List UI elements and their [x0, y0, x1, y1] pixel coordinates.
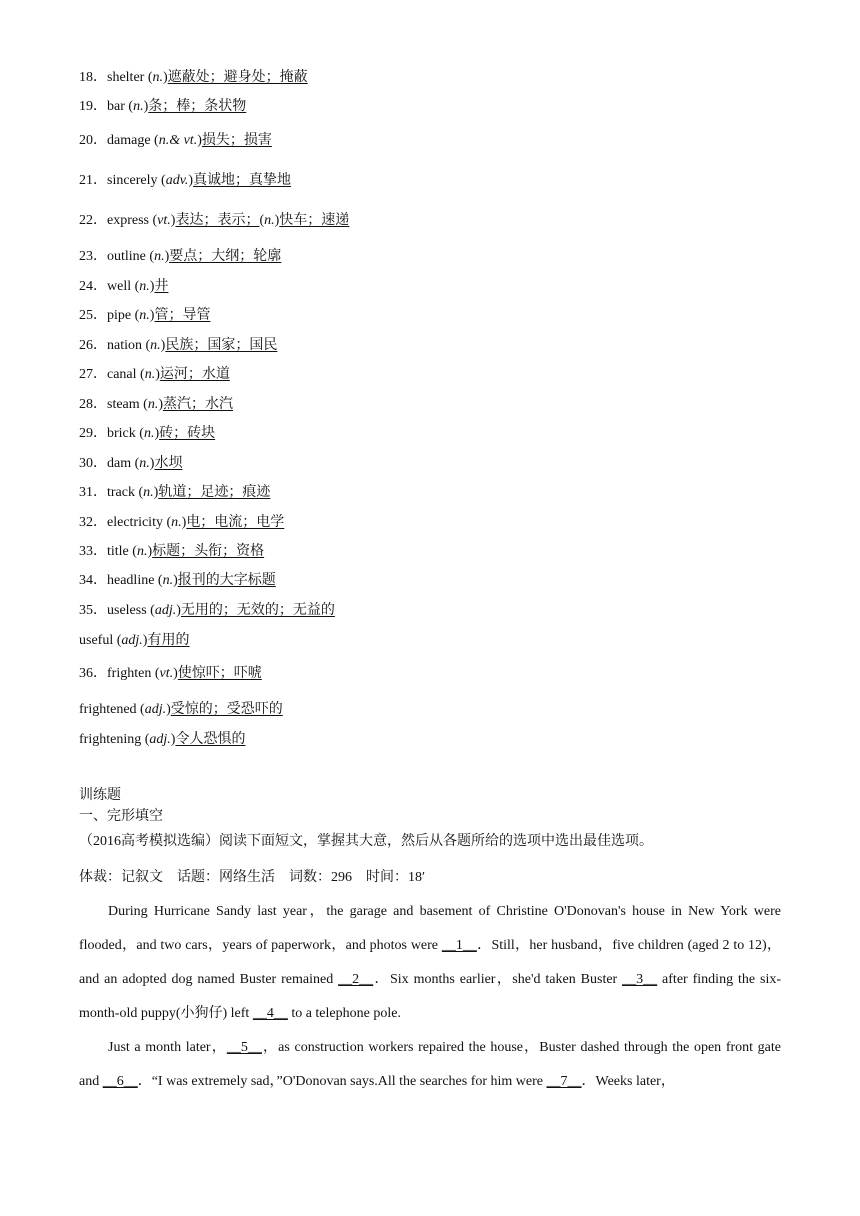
entry-pos: n. [143, 485, 154, 500]
entry-number: 33． [79, 544, 107, 559]
entry-meaning: 受惊的；受恐吓的 [170, 702, 283, 717]
entry-number: 32． [79, 515, 107, 530]
vocab-entry: 18．shelter (n.)遮蔽处；避身处；掩蔽 [79, 70, 308, 85]
entry-word: frightened [79, 702, 137, 717]
entry-word: steam [107, 397, 140, 412]
entry-word: frighten [107, 666, 152, 681]
entry-pos: n. [139, 279, 150, 294]
vocab-entry: 20．damage (n.& vt.)损失；损害 [79, 133, 272, 148]
entry-meaning: 表达；表示； [175, 213, 260, 228]
cloze-blank: __3__ [622, 972, 658, 987]
entry-number: 36． [79, 666, 107, 681]
entry-pos: n. [150, 338, 161, 353]
passage-text: Just a month later， [108, 1040, 227, 1055]
entry-word: brick [107, 426, 136, 441]
entry-word: bar [107, 99, 125, 114]
entry-pos: adj. [149, 732, 171, 747]
entry-word: useful [79, 633, 114, 648]
entry-number: 25． [79, 308, 107, 323]
instruction-text: （2016高考模拟选编）阅读下面短文，掌握其大意，然后从各题所给的选项中选出最佳选项。 [79, 834, 653, 849]
entry-number: 18． [79, 70, 107, 85]
entry-pos: n. [139, 308, 150, 323]
entry-word: shelter [107, 70, 145, 85]
entry-word: canal [107, 367, 137, 382]
entry-number: 21． [79, 173, 107, 188]
entry-pos: n. [147, 397, 159, 412]
entry-meaning: 砖；砖块 [159, 426, 216, 441]
entry-pos: n. [154, 249, 165, 264]
entry-number: 23． [79, 249, 107, 264]
entry-pos: n. [143, 426, 155, 441]
cloze-passage [79, 895, 781, 1099]
entry-pos: n. [139, 456, 150, 471]
entry-word: frightening [79, 732, 142, 747]
entry-meaning: 轨道；足迹；痕迹 [158, 485, 271, 500]
paragraph-2 [79, 1031, 781, 1099]
vocab-entry: 30．dam (n.)水坝 [79, 456, 183, 471]
entry-meaning: 令人恐惧的 [175, 732, 246, 747]
entry-pos: n. [152, 70, 163, 85]
entry-meaning: 管；导管 [154, 308, 211, 323]
entry-pos: vt. [159, 666, 174, 681]
entry-meaning: 井 [154, 279, 169, 294]
entry-number: 31． [79, 485, 107, 500]
entry-pos: adj. [121, 633, 143, 648]
cloze-blank: __1__ [441, 938, 477, 953]
entry-word: title [107, 544, 129, 559]
vocab-entry: 31．track (n.)轨道；足迹；痕迹 [79, 485, 271, 500]
cloze-blank: __4__ [252, 1006, 288, 1021]
entry-number: 22． [79, 213, 107, 228]
entry-pos: n. [162, 573, 174, 588]
vocab-entry: 24．well (n.)井 [79, 279, 169, 294]
vocab-entry: useful (adj.)有用的 [79, 633, 190, 648]
passage-text: ．Weeks later， [581, 1074, 675, 1089]
entry-meaning: 电；电流；电学 [186, 515, 285, 530]
entry-pos: n. [144, 367, 156, 382]
passage-text: ．Still，her husband，five children (aged 2 to 12)，and an adopted dog named Buster remained [79, 938, 781, 987]
vocab-entry: frightening (adj.)令人恐惧的 [79, 732, 246, 747]
vocab-entry: 23．outline (n.)要点；大纲；轮廓 [79, 249, 282, 264]
entry-pos: n. [136, 544, 148, 559]
entry-word: useless [107, 603, 147, 618]
entry-word: express [107, 213, 149, 228]
entry-number: 28． [79, 397, 107, 412]
vocab-entry: 25．pipe (n.)管；导管 [79, 308, 211, 323]
entry-meaning: 蒸汽；水汽 [163, 397, 233, 412]
entry-word: outline [107, 249, 146, 264]
entry-number: 30． [79, 456, 107, 471]
section-heading: 训练题 [79, 788, 121, 803]
vocab-entry: 35．useless (adj.)无用的；无效的；无益的 [79, 603, 335, 618]
entry-meaning: 条；棒；条状物 [148, 99, 247, 114]
vocab-entry: 19．bar (n.)条；棒；条状物 [79, 99, 247, 114]
entry-meaning: 运河；水道 [159, 367, 230, 382]
entry-meaning: 民族；国家；国民 [165, 338, 278, 353]
entry-word: track [107, 485, 135, 500]
passage-text: ．Six months earlier，she'd taken Buster [373, 972, 623, 987]
entry-pos: adj. [154, 603, 177, 618]
vocab-entry: 27．canal (n.)运河；水道 [79, 367, 230, 382]
vocab-entry: frightened (adj.)受惊的；受恐吓的 [79, 702, 283, 717]
entry-meaning: 报刊的大字标题 [177, 573, 276, 588]
entry-number: 26． [79, 338, 107, 353]
entry-meaning: 真诚地；真挚地 [193, 173, 292, 188]
paragraph-1 [79, 895, 781, 1031]
entry-pos: n. [171, 515, 182, 530]
entry-number: 27． [79, 367, 107, 382]
passage-text: to a telephone pole. [287, 1006, 401, 1021]
entry-number: 20． [79, 133, 107, 148]
vocab-entry: 34．headline (n.)报刊的大字标题 [79, 573, 276, 588]
entry-number: 35． [79, 603, 107, 618]
entry-meaning: 损失；损害 [201, 133, 272, 148]
vocab-entry: 28．steam (n.)蒸汽；水汽 [79, 397, 233, 412]
entry-pos: n.& vt. [158, 133, 198, 148]
entry-meaning: 要点；大纲；轮廓 [169, 249, 282, 264]
entry-number: 29． [79, 426, 107, 441]
entry-meaning-2: 快车；速递 [279, 213, 350, 228]
vocab-entry: 29．brick (n.)砖；砖块 [79, 426, 216, 441]
entry-meaning: 水坝 [154, 456, 183, 471]
part-title: 一、完形填空 [79, 809, 163, 824]
entry-pos: vt. [157, 213, 171, 228]
vocab-entry: 33．title (n.)标题；头衔；资格 [79, 544, 265, 559]
passage-meta: 体裁：记叙文 话题：网络生活 词数：296 时间：18′ [79, 870, 426, 885]
entry-meaning: 使惊吓；吓唬 [177, 666, 262, 681]
entry-meaning: 标题；头衔；资格 [152, 544, 265, 559]
entry-pos: adv. [165, 173, 189, 188]
passage-text: During Hurricane Sandy last year，the garage and basement of Christine O'Donovan's house in New York were flooded，and two cars，years of paperwork，and photos were [79, 904, 781, 953]
entry-pos: n. [133, 99, 144, 114]
passage-text: after finding the six-month-old puppy(小狗仔) left [79, 972, 782, 1021]
passage-text: ．“I was extremely sad，”O'Donovan says.All the searches for him were [137, 1074, 547, 1089]
entry-word: nation [107, 338, 142, 353]
entry-pos: adj. [144, 702, 167, 717]
vocab-entry: 32．electricity (n.)电；电流；电学 [79, 515, 285, 530]
entry-word: damage [107, 133, 151, 148]
entry-word: sincerely [107, 173, 158, 188]
entry-pos-2: n. [264, 213, 275, 228]
cloze-blank: __5__ [226, 1040, 262, 1055]
vocab-entry: 36．frighten (vt.)使惊吓；吓唬 [79, 666, 262, 681]
vocab-entry: 26．nation (n.)民族；国家；国民 [79, 338, 278, 353]
passage-text: ，as construction workers repaired the house，Buster dashed through the open front gate and [79, 1040, 781, 1089]
entry-word: well [107, 279, 132, 294]
entry-number: 24． [79, 279, 107, 294]
entry-word: electricity [107, 515, 163, 530]
vocab-entry: 22．express (vt.)表达；表示；(n.)快车；速递 [79, 213, 350, 228]
entry-meaning: 遮蔽处；避身处；掩蔽 [167, 70, 308, 85]
entry-word: dam [107, 456, 132, 471]
entry-meaning: 有用的 [147, 633, 190, 648]
entry-number: 19． [79, 99, 107, 114]
cloze-blank: __2__ [338, 972, 374, 987]
entry-number: 34． [79, 573, 107, 588]
vocab-entry: 21．sincerely (adv.)真诚地；真挚地 [79, 173, 292, 188]
cloze-blank: __6__ [102, 1074, 138, 1089]
entry-word: headline [107, 573, 155, 588]
entry-meaning: 无用的；无效的；无益的 [180, 603, 335, 618]
cloze-blank: __7__ [546, 1074, 582, 1089]
entry-word: pipe [107, 308, 132, 323]
